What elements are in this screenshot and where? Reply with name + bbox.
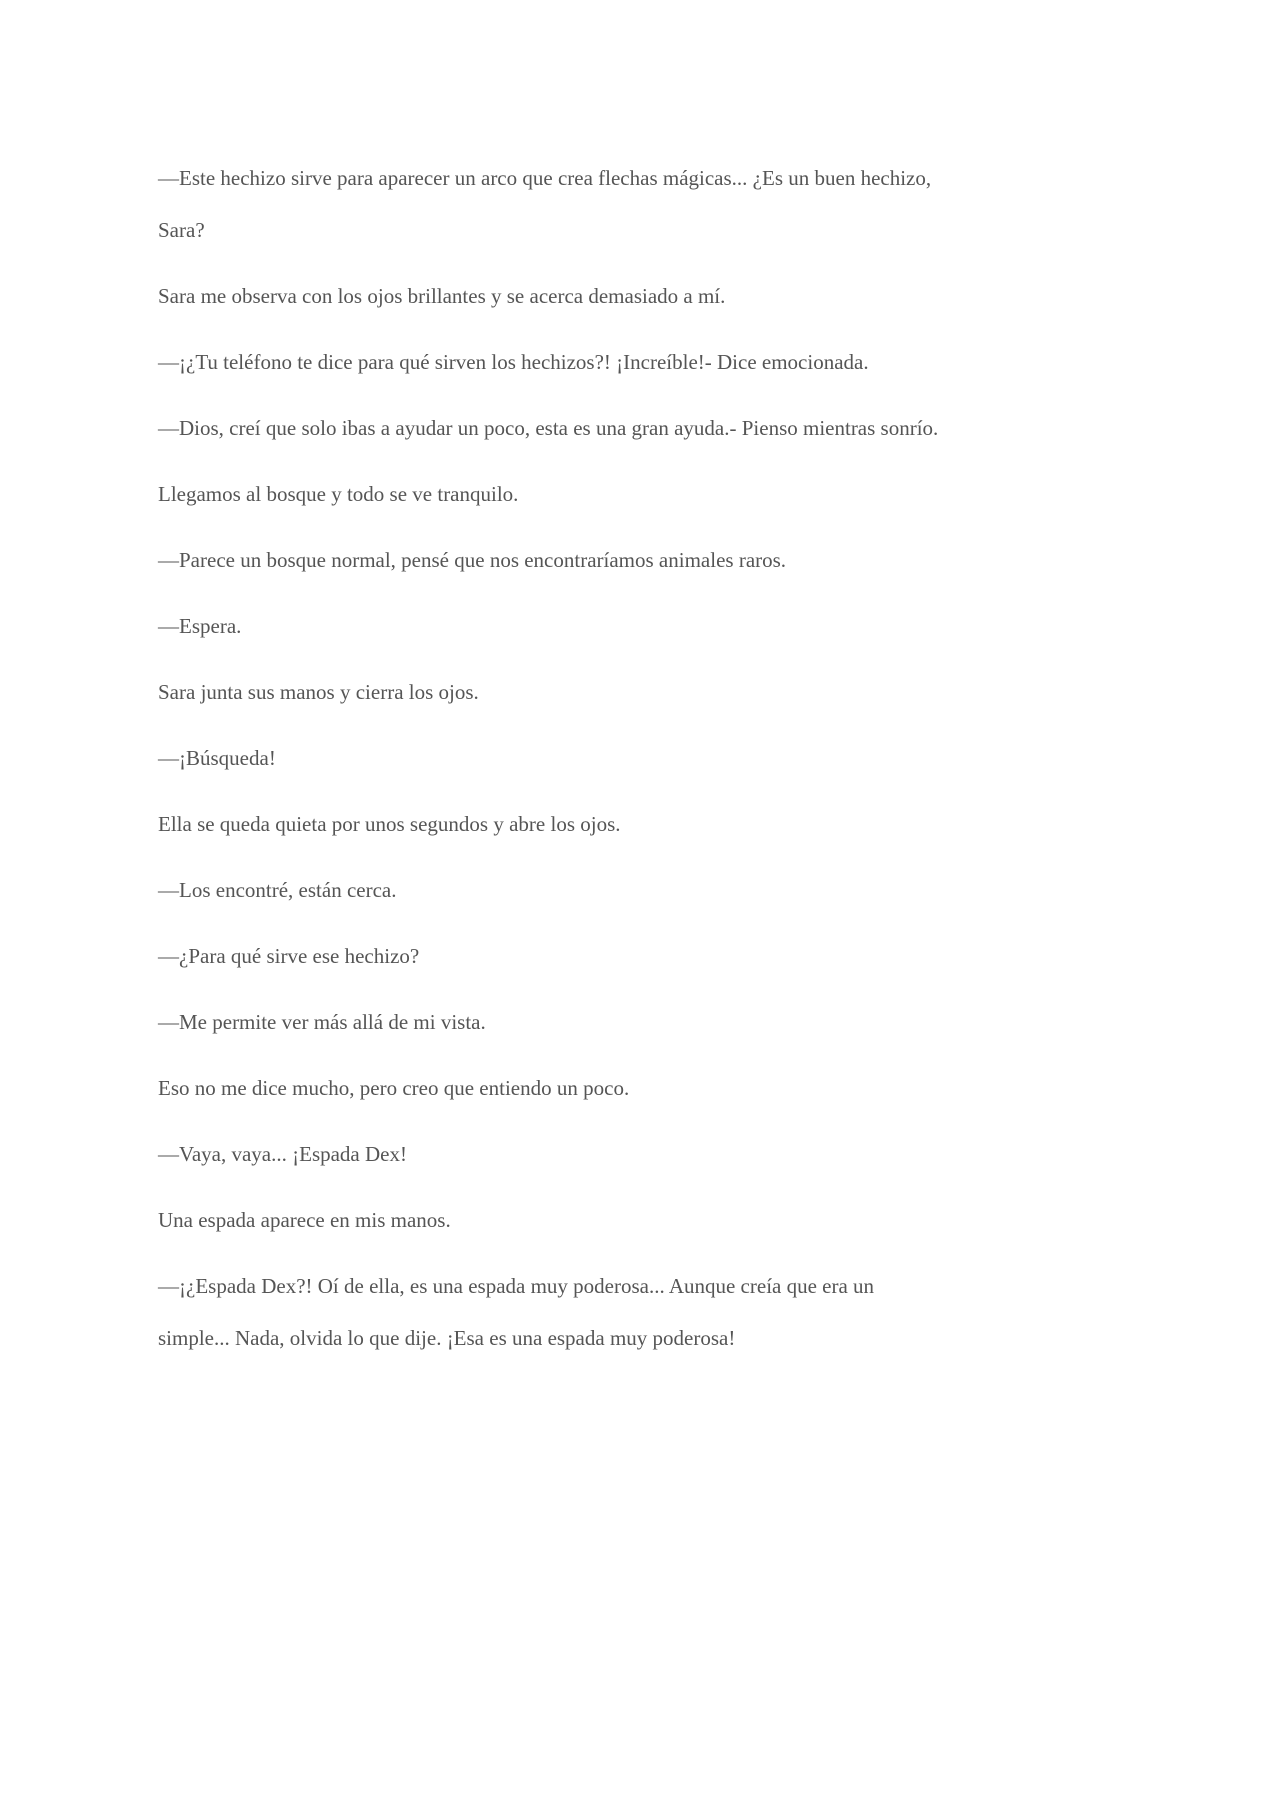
paragraph: Sara me observa con los ojos brillantes y se acerca demasiado a mí. [158, 284, 726, 308]
paragraph: Una espada aparece en mis manos. [158, 1208, 451, 1232]
paragraph: —Parece un bosque normal, pensé que nos encontraríamos animales raros. [158, 548, 787, 572]
paragraph: —Este hechizo sirve para aparecer un arco que crea flechas mágicas... ¿Es un buen hechizo, Sara? [158, 166, 932, 242]
paragraph: —¡¿Tu teléfono te dice para qué sirven los hechizos?! ¡Increíble!- Dice emocionada. [158, 350, 869, 374]
paragraph: —Vaya, vaya... ¡Espada Dex! [158, 1142, 407, 1166]
paragraph: —¡Búsqueda! [158, 746, 276, 770]
paragraph: Sara junta sus manos y cierra los ojos. [158, 680, 479, 704]
paragraph: —Dios, creí que solo ibas a ayudar un poco, esta es una gran ayuda.- Pienso mientras sonrío. [158, 416, 939, 440]
paragraph: —Los encontré, están cerca. [158, 878, 397, 902]
paragraph: —Espera. [158, 614, 242, 638]
paragraph: Ella se queda quieta por unos segundos y abre los ojos. [158, 812, 621, 836]
paragraph: —¿Para qué sirve ese hechizo? [158, 944, 420, 968]
paragraph: Llegamos al bosque y todo se ve tranquilo. [158, 482, 519, 506]
story-text [158, 152, 943, 1378]
paragraph: —¡¿Espada Dex?! Oí de ella, es una espada muy poderosa... Aunque creía que era un simple... Nada, olvida lo que dije. ¡Esa es una espada muy poderosa! [158, 1274, 875, 1350]
paragraph: Eso no me dice mucho, pero creo que entiendo un poco. [158, 1076, 630, 1100]
paragraph: —Me permite ver más allá de mi vista. [158, 1010, 486, 1034]
